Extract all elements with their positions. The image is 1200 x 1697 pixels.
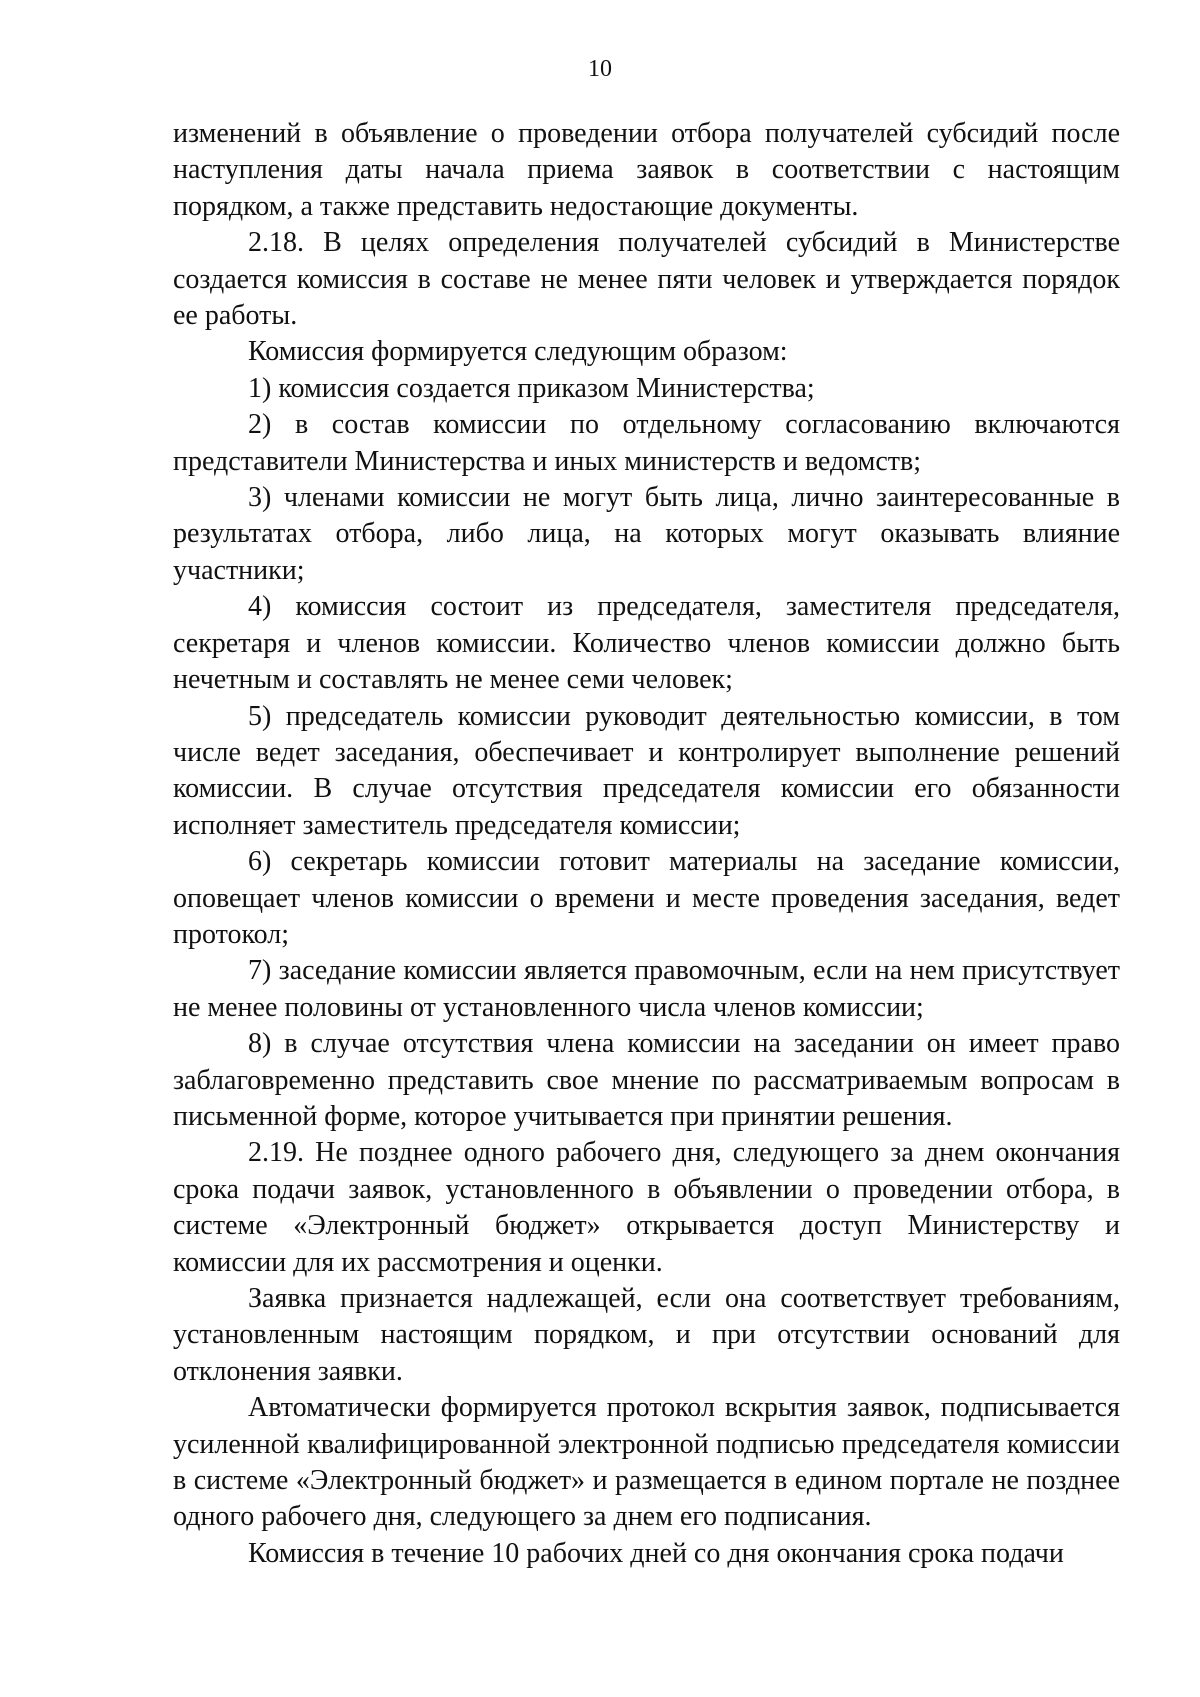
list-item-1: 1) комиссия создается приказом Министерства; <box>248 372 815 404</box>
list-item-3: 3) членами комиссии не могут быть лица, лично заинтересованные в результатах отбора, либо лица, на которых могут оказывать влияние участники; <box>173 482 1120 586</box>
list-item-7: 7) заседание комиссии является правомочным, если на нем присутствует не менее половины от установленного числа членов комиссии; <box>173 955 1120 1023</box>
list-item-5: 5) председатель комиссии руководит деятельностью комиссии, в том числе ведет заседания, обеспечивает и контролирует выполнение решений комиссии. В случае отсутствия председателя комиссии его обязанности исполняет заместитель председателя комиссии; <box>173 700 1120 841</box>
paragraph-opening-protocol: Автоматически формируется протокол вскрытия заявок, подписывается усиленной квалифицированной электронной подписью председателя комиссии в системе «Электронный бюджет» и размещается в едином портале не позднее одного рабочего дня, следующего за днем его подписания. <box>173 1392 1120 1533</box>
paragraph-commission-review: Комиссия в течение 10 рабочих дней со дня окончания срока подачи <box>248 1537 1064 1569</box>
paragraph-application-valid: Заявка признается надлежащей, если она соответствует требованиям, установленным настоящим порядком, и при отсутствии оснований для отклонения заявки. <box>173 1283 1120 1387</box>
list-item-4: 4) комиссия состоит из председателя, заместителя председателя, секретаря и членов комиссии. Количество членов комиссии должно быть нечетным и составлять не менее семи человек; <box>173 591 1120 696</box>
paragraph-continuation: изменений в объявление о проведении отбора получателей субсидий после наступления даты начала приема заявок в соответствии с настоящим порядком, а также представить недостающие документы. <box>173 118 1120 222</box>
paragraph-commission-formation: Комиссия формируется следующим образом: <box>248 336 788 368</box>
list-item-8: 8) в случае отсутствия члена комиссии на заседании он имеет право заблаговременно представить свое мнение по рассматриваемым вопросам в письменной форме, которое учитывается при принятии решения. <box>173 1028 1120 1132</box>
page-number: 10 <box>588 56 612 82</box>
list-item-6: 6) секретарь комиссии готовит материалы на заседание комиссии, оповещает членов комиссии о времени и месте проведения заседания, ведет протокол; <box>173 846 1120 950</box>
document-body <box>173 116 1120 1572</box>
paragraph-2-19: 2.19. Не позднее одного рабочего дня, следующего за днем окончания срока подачи заявок, установленного в объявлении о проведении отбора, в системе «Электронный бюджет» открывается доступ Министерству и комиссии для их рассмотрения и оценки. <box>173 1137 1120 1278</box>
list-item-2: 2) в состав комиссии по отдельному согласованию включаются представители Министерства и иных министерств и ведомств; <box>173 409 1120 477</box>
paragraph-2-18: 2.18. В целях определения получателей субсидий в Министерстве создается комиссия в составе не менее пяти человек и утверждается порядок ее работы. <box>173 227 1120 332</box>
